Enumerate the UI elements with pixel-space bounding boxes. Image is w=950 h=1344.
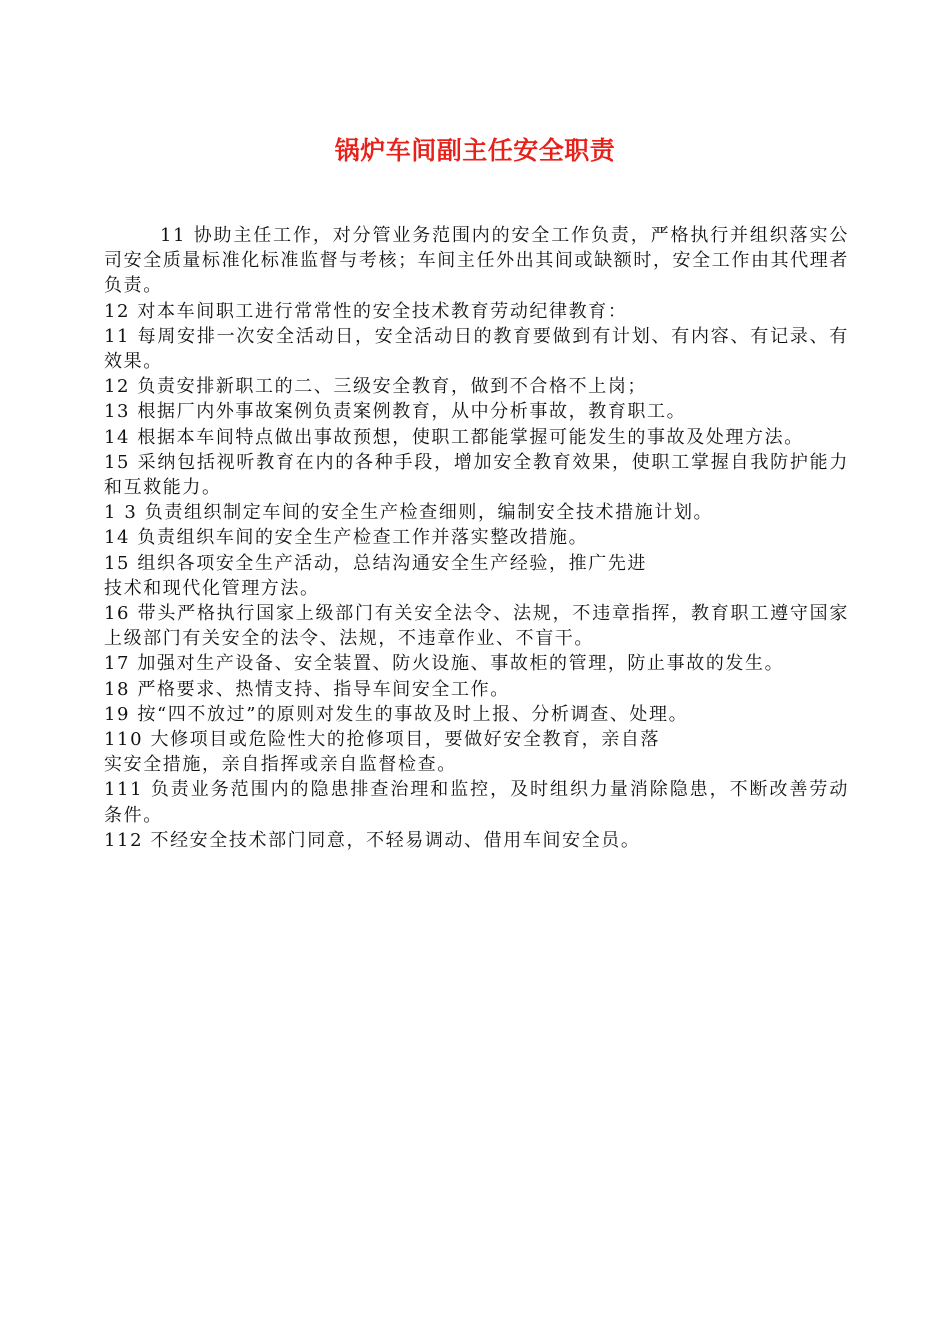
paragraph: 112 不经安全技术部门同意，不轻易调动、借用车间安全员。 — [104, 829, 641, 851]
paragraph: 17 加强对生产设备、安全装置、防火设施、事故柜的管理，防止事故的发生。 — [104, 653, 785, 675]
paragraph: 12 对本车间职工进行常常性的安全技术教育劳动纪律教育： — [104, 300, 628, 322]
paragraph: 12 负责安排新职工的二、三级安全教育，做到不合格不上岗； — [104, 376, 648, 398]
paragraph: 15 组织各项安全生产活动，总结沟通安全生产经验，推广先进 — [104, 552, 648, 574]
paragraph: 13 根据厂内外事故案例负责案例教育，从中分析事故，教育职工。 — [104, 401, 687, 423]
paragraph: 11 每周安排一次安全活动日，安全活动日的教育要做到有计划、有内容、有记录、有效果。 — [104, 325, 849, 373]
paragraph: 16 带头严格执行国家上级部门有关安全法令、法规，不违章指挥，教育职工遵守国家上级部门有关安全的法令、法规，不违章作业、不盲干。 — [104, 603, 849, 650]
document-body — [104, 223, 849, 853]
paragraph: 11 协助主任工作，对分管业务范围内的安全工作负责，严格执行并组织落实公司安全质量标准化标准监督与考核；车间主任外出其间或缺额时，安全工作由其代理者负责。 — [104, 225, 849, 297]
paragraph: 18 严格要求、热情支持、指导车间安全工作。 — [104, 678, 510, 700]
paragraph: 110 大修项目或危险性大的抢修项目，要做好安全教育，亲自落 — [104, 729, 661, 751]
paragraph: 19 按“四不放过”的原则对发生的事故及时上报、分析调查、处理。 — [104, 703, 689, 725]
paragraph: 技术和现代化管理方法。 — [104, 577, 320, 599]
paragraph: 14 根据本车间特点做出事故预想，使职工都能掌握可能发生的事故及处理方法。 — [104, 426, 804, 448]
paragraph: 1 3 负责组织制定车间的安全生产检查细则，编制安全技术措施计划。 — [104, 502, 714, 524]
paragraph: 15 采纳包括视听教育在内的各种手段，增加安全教育效果，使职工掌握自我防护能力和互救能力。 — [104, 451, 849, 499]
document-title: 锅炉车间副主任安全职责 — [334, 136, 616, 165]
paragraph: 14 负责组织车间的安全生产检查工作并落实整改措施。 — [104, 527, 589, 549]
paragraph: 111 负责业务范围内的隐患排查治理和监控，及时组织力量消除隐患，不断改善劳动条件。 — [104, 779, 849, 826]
paragraph: 实安全措施，亲自指挥或亲自监督检查。 — [104, 754, 457, 776]
